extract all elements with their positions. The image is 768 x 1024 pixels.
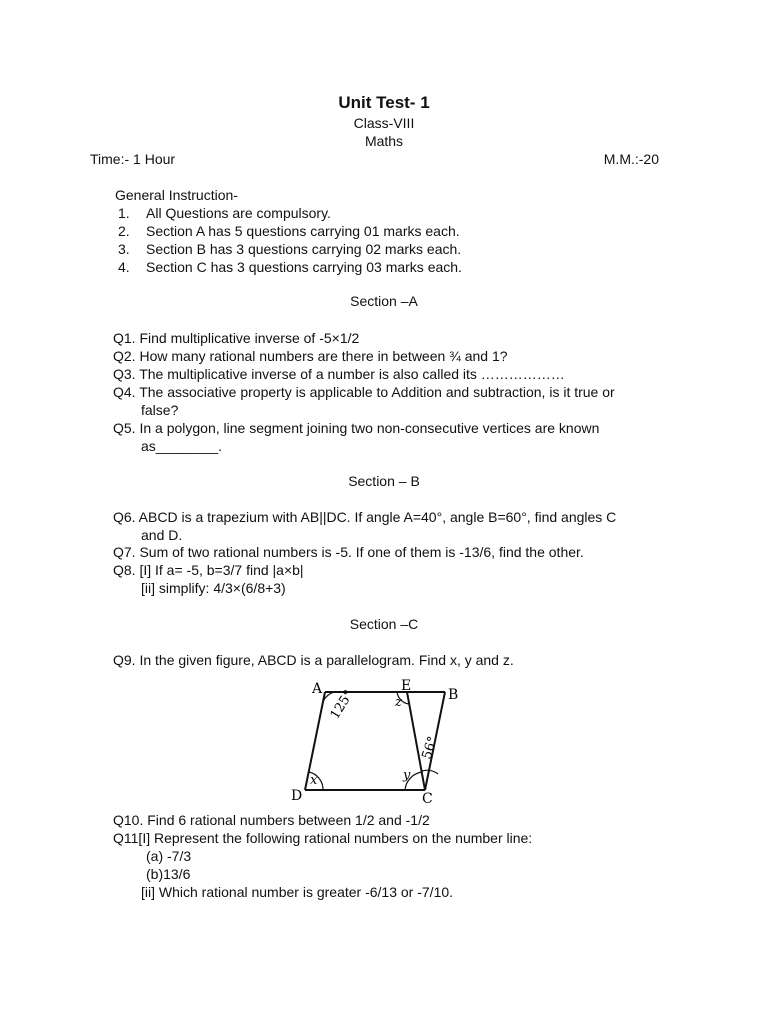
page-title: Unit Test- 1 xyxy=(338,93,430,112)
question-9: Q9. In the given figure, ABCD is a parallelogram. Find x, y and z. xyxy=(113,652,514,668)
angle-a-value: 125° xyxy=(327,687,357,723)
instruction-item: 4. Section C has 3 questions carrying 03 marks each. xyxy=(118,259,462,275)
vertex-b-label: B xyxy=(448,687,459,703)
question-5 xyxy=(113,419,673,455)
question-10: Q10. Find 6 rational numbers between 1/2 and -1/2 xyxy=(113,812,430,828)
question-2: Q2. How many rational numbers are there in between ¾ and 1? xyxy=(113,348,508,364)
question-1: Q1. Find multiplicative inverse of -5×1/2 xyxy=(113,330,360,346)
question-4-line1: Q4. The associative property is applicable to Addition and subtraction, is it true or xyxy=(113,384,615,400)
question-6-line2: and D. xyxy=(141,527,183,543)
question-6-line1: Q6. ABCD is a trapezium with AB||DC. If angle A=40°, angle B=60°, find angles C xyxy=(113,509,617,525)
parallelogram-figure xyxy=(285,676,475,808)
question-8-part1: Q8. [I] If a= -5, b=3/7 find |a×b| xyxy=(113,562,304,578)
question-3: Q3. The multiplicative inverse of a number is also called its ……………… xyxy=(113,366,565,382)
subject-label: Maths xyxy=(364,133,404,149)
question-4-line2: false? xyxy=(141,402,179,418)
instruction-item: 3. Section B has 3 questions carrying 02 marks each. xyxy=(118,241,462,257)
max-marks-label: M.M.:-20 xyxy=(603,151,659,167)
question-11-b: (b)13/6 xyxy=(146,866,191,882)
question-11-a: (a) -7/3 xyxy=(146,848,192,864)
question-8-part2: [ii] simplify: 4/3×(6/8+3) xyxy=(141,580,286,596)
question-11-part1: Q11[I] Represent the following rational numbers on the number line: xyxy=(113,830,533,846)
question-5-line1: Q5. In a polygon, line segment joining two non-consecutive vertices are known xyxy=(113,420,600,436)
section-a-heading: Section –A xyxy=(350,293,418,309)
question-11-part2: [ii] Which rational number is greater -6/13 or -7/10. xyxy=(141,884,454,900)
vertex-e-label: E xyxy=(401,678,412,694)
angle-c-arc xyxy=(422,770,438,774)
vertex-a-label: A xyxy=(312,681,323,697)
question-4 xyxy=(113,383,673,419)
instructions-heading: General Instruction- xyxy=(115,187,238,203)
instruction-item: 2. Section A has 5 questions carrying 01 marks each. xyxy=(118,223,460,239)
angle-z-label: z xyxy=(395,695,402,710)
time-label: Time:- 1 Hour xyxy=(90,151,176,167)
angle-y-label: y xyxy=(403,768,411,783)
vertex-c-label: C xyxy=(422,791,433,807)
instruction-item: 1. All Questions are compulsory. xyxy=(118,205,331,221)
question-6 xyxy=(113,508,673,544)
angle-x-label: x xyxy=(310,773,318,788)
class-label: Class-VIII xyxy=(353,115,415,131)
question-5-line2: as________. xyxy=(141,438,222,454)
instructions-list xyxy=(118,204,462,276)
question-7: Q7. Sum of two rational numbers is -5. If one of them is -13/6, find the other. xyxy=(113,544,584,560)
angle-c-value: 56° xyxy=(419,734,441,762)
section-b-heading: Section – B xyxy=(348,473,420,489)
vertex-d-label: D xyxy=(291,788,303,804)
section-c-heading: Section –C xyxy=(349,616,419,632)
